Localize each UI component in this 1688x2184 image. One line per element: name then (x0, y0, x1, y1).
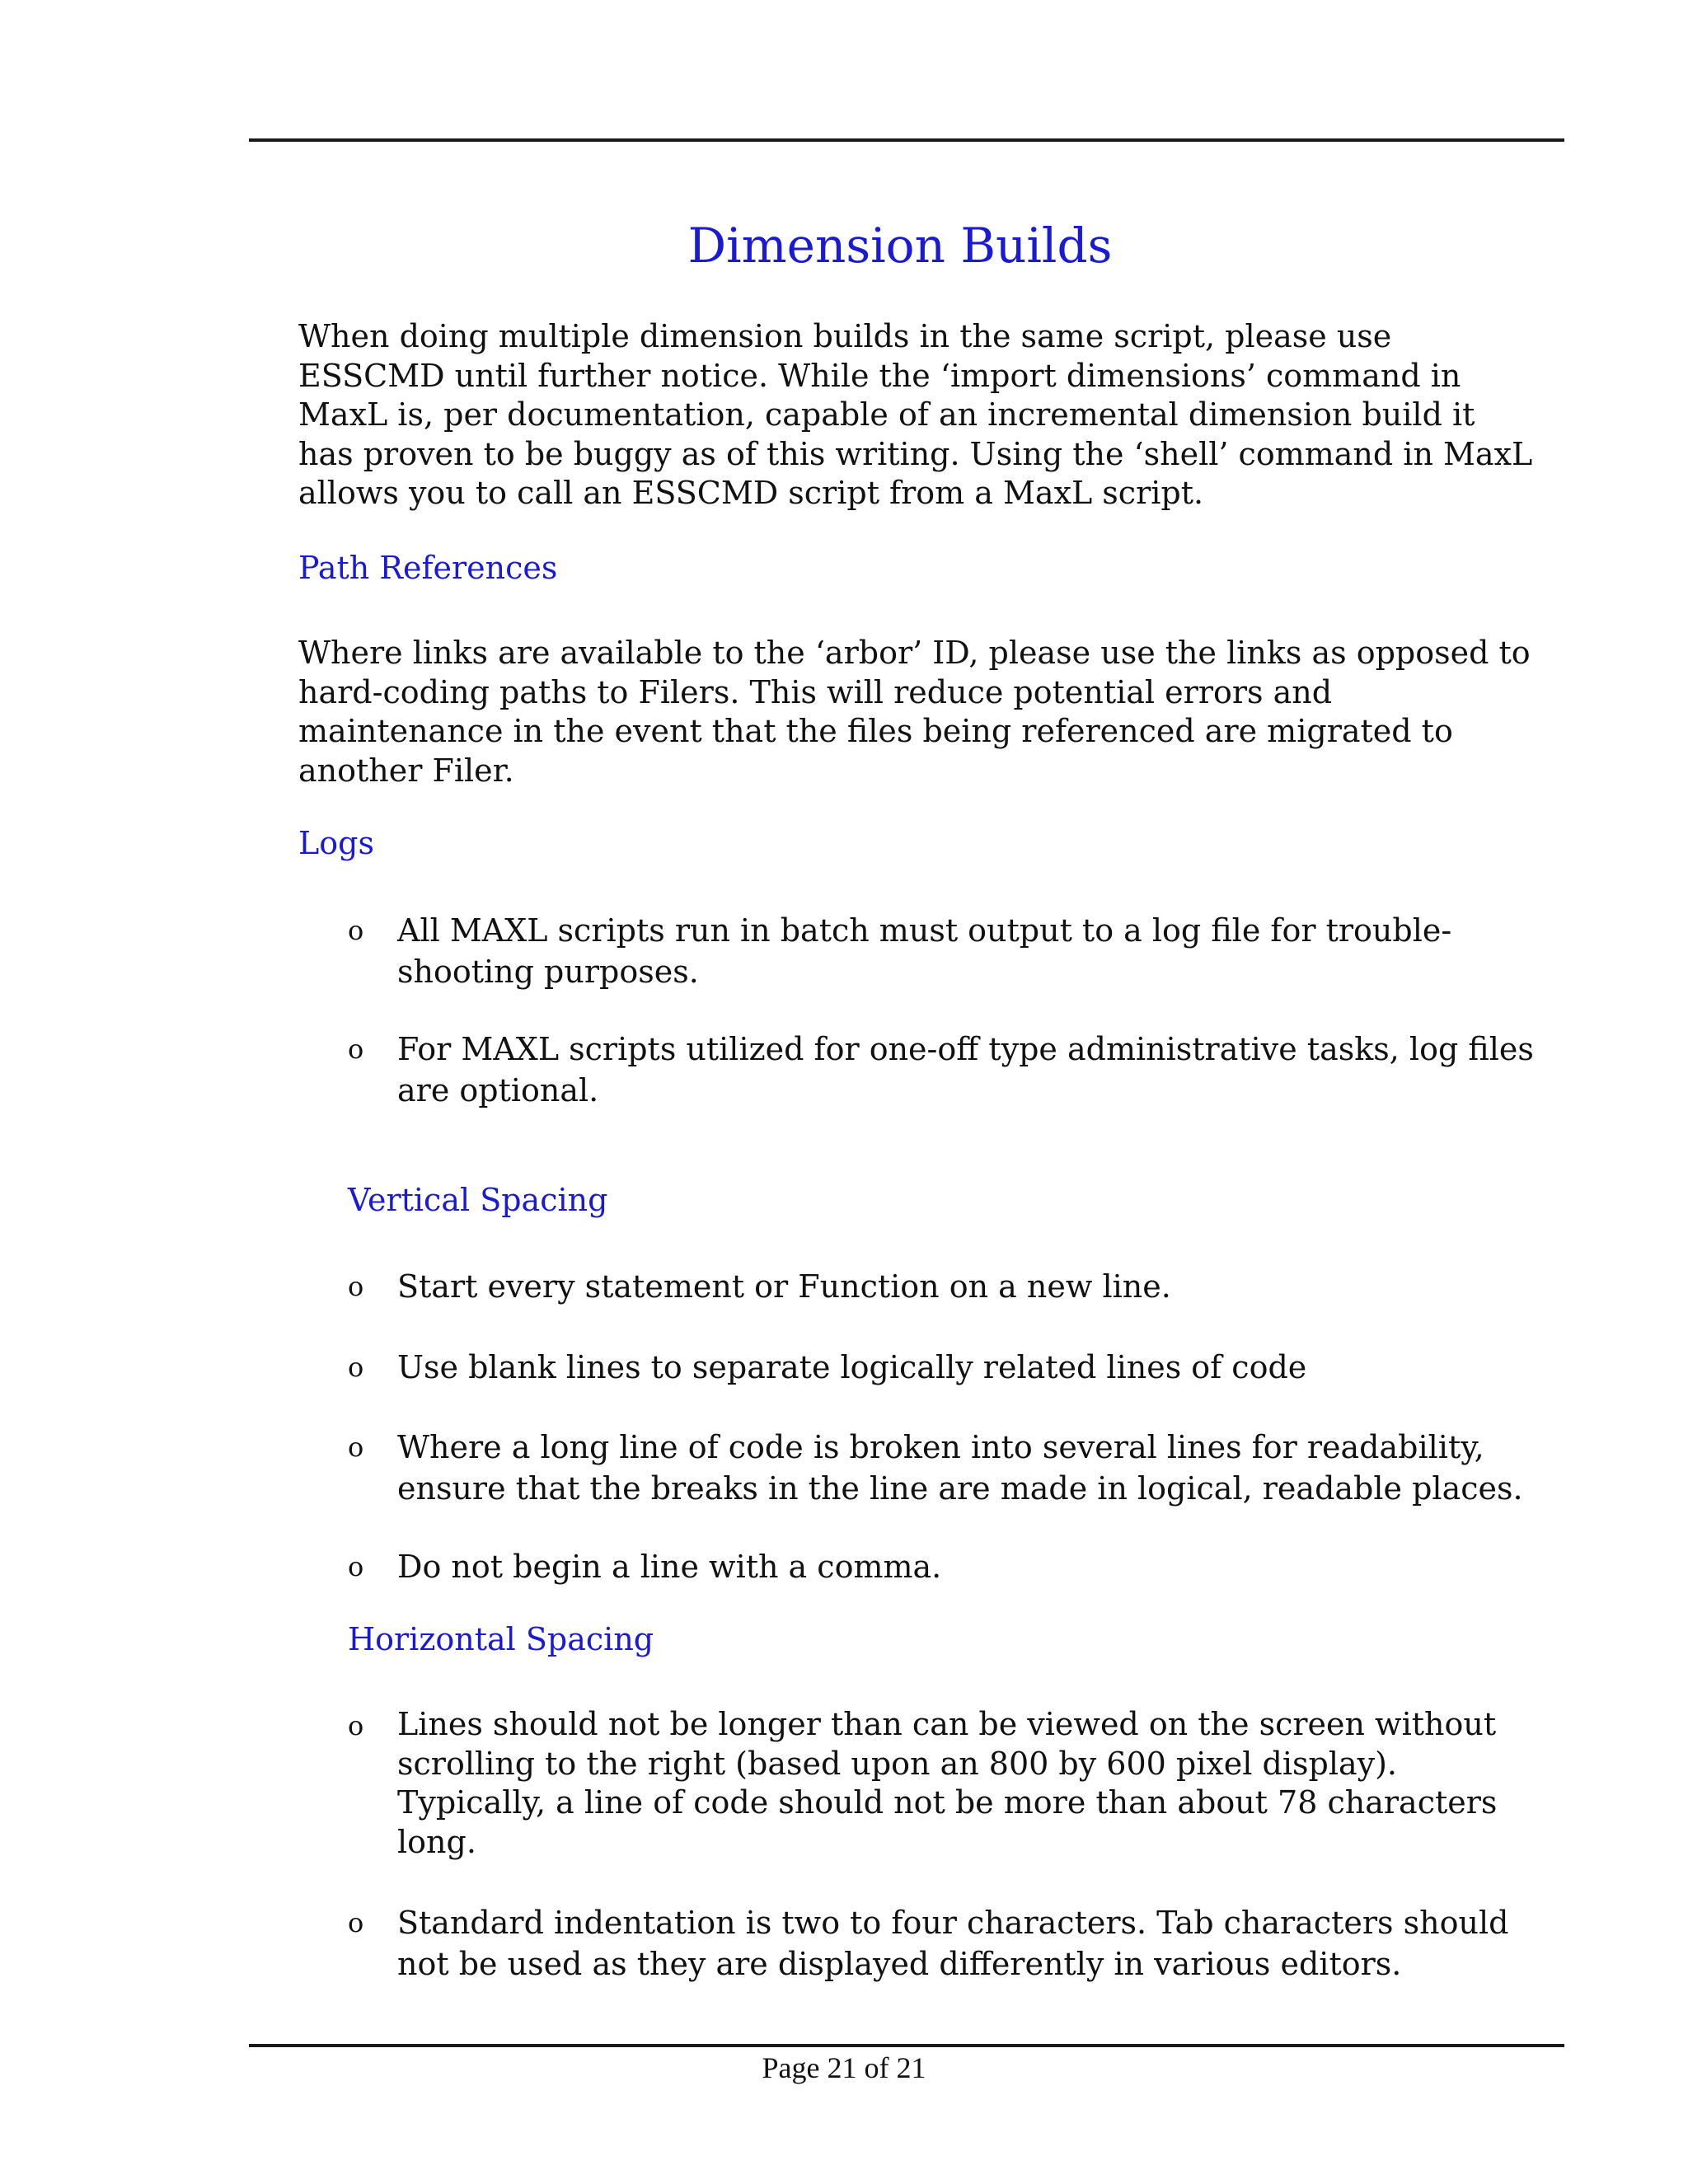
list-item-line: not be used as they are displayed differently in various editors. (397, 1946, 1402, 1982)
list-item-line: All MAXL scripts run in batch must output to a log file for trouble- (397, 912, 1452, 949)
intro-line: ESSCMD until further notice. While the ‘import dimensions’ command in (298, 357, 1461, 394)
list-item (348, 1427, 1568, 1509)
path-references-heading: Path References (298, 550, 558, 586)
list-item-line: shooting purposes. (397, 954, 699, 990)
list-item-line: Lines should not be longer than can be viewed on the screen without (397, 1706, 1497, 1742)
list-item (348, 1902, 1568, 1985)
list-item-line: Typically, a line of code should not be more than about 78 characters (397, 1784, 1498, 1821)
intro-line: When doing multiple dimension builds in the same script, please use (298, 318, 1392, 354)
path-line: hard-coding paths to Filers. This will reduce potential errors and (298, 673, 1333, 710)
list-item (348, 1029, 1568, 1111)
list-item (348, 910, 1568, 992)
path-references-paragraph (298, 634, 1568, 790)
page-title: Dimension Builds (687, 218, 1113, 274)
list-item-line: are optional. (397, 1072, 599, 1108)
list-item (348, 1546, 1568, 1587)
intro-line: MaxL is, per documentation, capable of an incremental dimension build it (298, 396, 1475, 433)
path-line: another Filer. (298, 752, 514, 789)
vertical-spacing-heading: Vertical Spacing (348, 1182, 608, 1218)
bullet-marker: o (348, 1352, 364, 1383)
bullet-marker: o (348, 1907, 364, 1938)
bullet-marker: o (348, 1432, 364, 1463)
intro-line: allows you to call an ESSCMD script from a MaxL script. (298, 475, 1204, 511)
list-item-line: Standard indentation is two to four characters. Tab characters should (397, 1905, 1509, 1941)
bullet-marker: o (348, 1271, 364, 1302)
list-item-line: ensure that the breaks in the line are made in logical, readable places. (397, 1470, 1523, 1507)
list-item (348, 1705, 1568, 1862)
list-item-line: scrolling to the right (based upon an 800 by 600 pixel display). (397, 1745, 1398, 1782)
intro-line: has proven to be buggy as of this writing. Using the ‘shell’ command in MaxL (298, 435, 1533, 472)
list-item (348, 1266, 1568, 1307)
page-number: Page 21 of 21 (762, 2051, 926, 2084)
list-item (348, 1347, 1568, 1388)
bullet-marker: o (348, 1033, 364, 1065)
logs-heading: Logs (298, 825, 374, 861)
list-item-line: Where a long line of code is broken into several lines for readability, (397, 1429, 1484, 1465)
list-item-line: For MAXL scripts utilized for one-off type administrative tasks, log files (397, 1031, 1534, 1067)
bullet-marker: o (348, 915, 364, 946)
path-line: maintenance in the event that the files being referenced are migrated to (298, 713, 1453, 749)
list-item-line: Do not begin a line with a comma. (397, 1549, 942, 1585)
bullet-marker: o (348, 1710, 364, 1741)
list-item-line: Use blank lines to separate logically related lines of code (397, 1349, 1307, 1385)
intro-paragraph (298, 317, 1568, 513)
list-item-line: long. (397, 1823, 476, 1860)
header-rule (249, 138, 1564, 142)
horizontal-spacing-heading: Horizontal Spacing (348, 1621, 654, 1657)
bullet-marker: o (348, 1551, 364, 1582)
list-item-line: Start every statement or Function on a new line. (397, 1268, 1171, 1305)
path-line: Where links are available to the ‘arbor’ ID, please use the links as opposed to (298, 635, 1531, 671)
